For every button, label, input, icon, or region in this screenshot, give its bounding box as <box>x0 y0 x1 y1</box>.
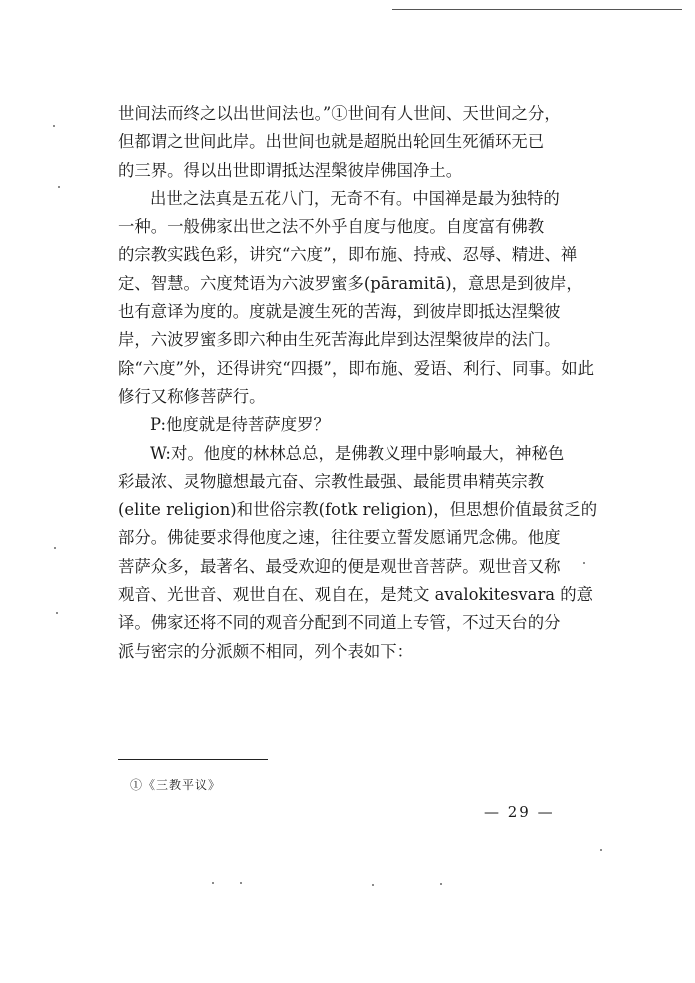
paragraph <box>118 100 584 185</box>
text-line: 也有意译为度的。度就是渡生死的苦海，到彼岸即抵达涅槃彼 <box>118 302 561 322</box>
scan-speck <box>600 849 602 851</box>
page-number: — 29 — <box>484 803 555 821</box>
text-line: 译。佛家还将不同的观音分配到不同道上专管，不过天台的分 <box>118 613 561 633</box>
scan-speck <box>583 562 585 564</box>
text-line: 岸，六波罗蜜多即六种由生死苦海此岸到达涅槃彼岸的法门。 <box>118 330 561 350</box>
text-line: 修行又称修菩萨行。 <box>118 386 266 406</box>
scan-speck <box>240 882 242 884</box>
paragraph <box>118 185 595 411</box>
scan-speck <box>58 186 60 188</box>
paragraph <box>118 440 598 666</box>
scan-speck <box>56 612 58 614</box>
paragraph <box>118 411 584 439</box>
text-line: 一种。一般佛家出世之法不外乎自度与他度。自度富有佛教 <box>118 217 545 237</box>
text-line: W:对。他度的林林总总，是佛教义理中影响最大，神秘色 <box>150 443 565 463</box>
text-line: 的三界。得以出世即谓抵达涅槃彼岸佛国净土。 <box>118 160 463 180</box>
scan-speck <box>212 882 214 884</box>
text-line: 观音、光世音、观世自在、观自在，是梵文 avalokitesvara 的意 <box>118 585 594 605</box>
scan-speck <box>54 547 56 549</box>
text-line: P:他度就是待菩萨度罗？ <box>150 415 330 435</box>
text-line: (elite religion)和世俗宗教(fotk religion)，但思想价值最贫乏的 <box>118 500 598 520</box>
text-line: 但都谓之世间此岸。出世间也就是超脱出轮回生死循环无已 <box>118 132 545 152</box>
header-rule <box>392 9 682 10</box>
text-line: 部分。佛徒要求得他度之速，往往要立誓发愿诵咒念佛。他度 <box>118 528 561 548</box>
scan-speck <box>53 125 55 127</box>
text-line: 彩最浓、灵物臆想最亢奋、宗教性最强、最能贯串精英宗教 <box>118 471 545 491</box>
text-line: 派与密宗的分派颇不相同，列个表如下： <box>118 641 414 661</box>
body-text <box>118 100 598 666</box>
footnote-rule <box>118 759 268 760</box>
scan-speck <box>372 884 374 886</box>
text-line: 除“六度”外，还得讲究“四摄”，即布施、爱语、利行、同事。如此 <box>118 358 595 378</box>
text-line: 菩萨众多，最著名、最受欢迎的便是观世音菩萨。观世音又称 <box>118 556 561 576</box>
text-line: 定、智慧。六度梵语为六波罗蜜多(pāramitā)，意思是到彼岸， <box>118 273 583 293</box>
text-line: 世间法而终之以出世间法也。”①世间有人世间、天世间之分， <box>118 104 561 123</box>
text-line: 出世之法真是五花八门，无奇不有。中国禅是最为独特的 <box>150 188 560 208</box>
text-line: 的宗教实践色彩，讲究“六度”，即布施、持戒、忍辱、精进、禅 <box>118 245 578 265</box>
footnote: ①《三教平议》 <box>130 778 222 792</box>
scan-speck <box>440 883 442 885</box>
